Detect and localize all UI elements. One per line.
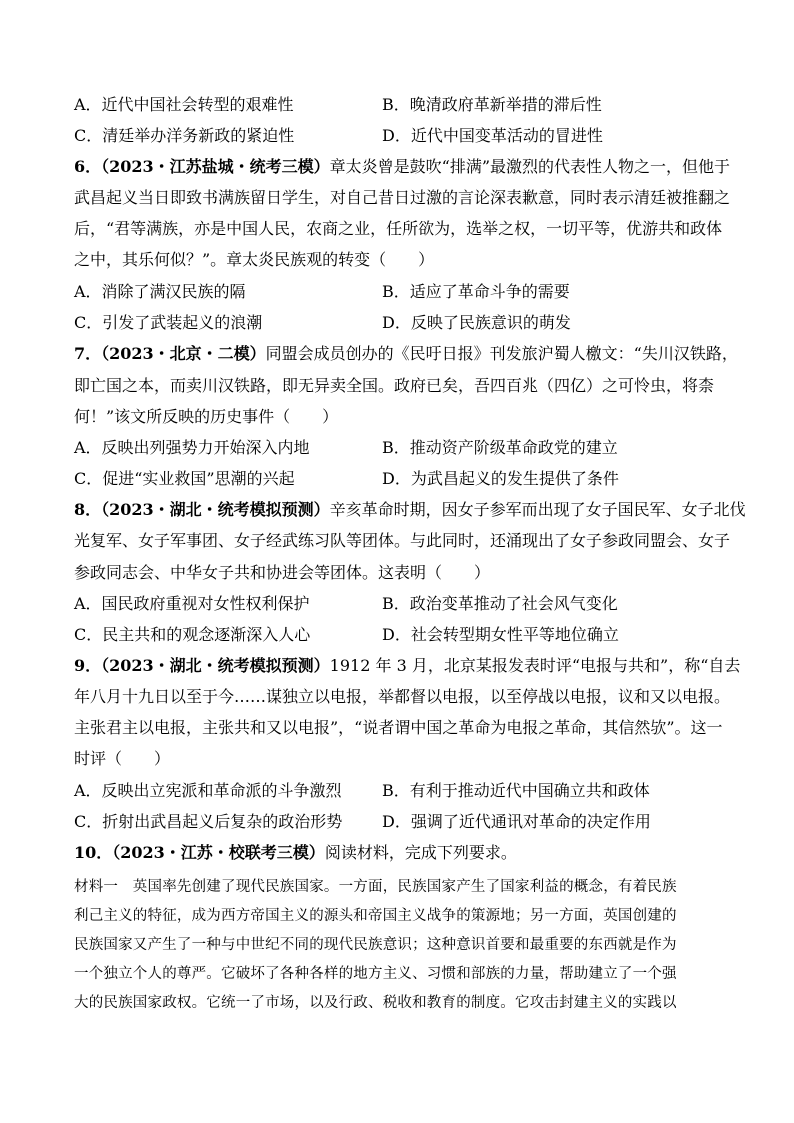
q10-material-line-3: 民族国家又产生了一种与中世纪不同的现代民族意识；这种意识首要和最重要的东西就是作为 xyxy=(74,937,677,953)
q8-line-2: 光复军、女子军事团、女子经武练习队等团体。与此同时，还涌现出了女子参政同盟会、女子 xyxy=(74,531,731,550)
q9-header: 9．（2023・湖北・统考模拟预测） xyxy=(74,656,330,675)
q7-line-1 xyxy=(74,344,738,364)
q10-text-1: 阅读材料，完成下列要求。 xyxy=(324,843,517,862)
q9-line-1 xyxy=(74,656,740,676)
q9-line-4: 时评（ ） xyxy=(74,749,171,768)
q7-text-1: 同盟会成员创办的《民吁日报》刊发旅沪蜀人檄文：“失川汉铁路， xyxy=(265,344,738,363)
q7-line-3: 何！”该文所反映的历史事件（ ） xyxy=(74,407,339,426)
q10-material-line-5: 大的民族国家政权。它统一了市场，以及行政、税收和教育的制度。它攻击封建主义的实践以 xyxy=(74,995,677,1011)
q6-line-4: 之中，其乐何似？”。章太炎民族观的转变（ ） xyxy=(74,250,435,269)
q10-header: 10．（2023・江苏・校联考三模） xyxy=(74,843,325,862)
q9-text-1: 1912 年 3 月，北京某报发表时评“电报与共和”，称“自去 xyxy=(329,656,741,675)
q8-options-row-1 xyxy=(74,594,724,616)
q7-options-row-2 xyxy=(74,469,724,491)
q6-option-d[interactable]: D．反映了民族意识的萌发 xyxy=(382,313,571,332)
q8-text-1: 辛亥革命时期，因女子参军而出现了女子国民军、女子北伐 xyxy=(329,500,746,519)
q9-option-a[interactable]: A．反映出立宪派和革命派的斗争激烈 xyxy=(74,781,342,800)
q9-line-2: 年八月十九日以至于今……谋独立以电报，举都督以电报，以至停战以电报，议和又以电报。 xyxy=(74,687,731,706)
q7-option-c[interactable]: C．促进“实业救国”思潮的兴起 xyxy=(74,469,295,488)
q10-line-1 xyxy=(74,843,517,863)
q6-text-1: 章太炎曾是鼓吹“排满”最激烈的代表性人物之一，但他于 xyxy=(329,157,731,176)
q9-line-3: 主张君主以电报，主张共和又以电报”，“说者谓中国之革命为电报之革命，其信然欤”。这一 xyxy=(74,718,723,737)
q6-line-2: 武昌起义当日即致书满族留日学生，对自己昔日过激的言论深表歉意，同时表示清廷被推翻之 xyxy=(74,188,731,207)
q8-option-d[interactable]: D．社会转型期女性平等地位确立 xyxy=(382,625,619,644)
q8-option-b[interactable]: B．政治变革推动了社会风气变化 xyxy=(382,594,618,613)
q8-option-c[interactable]: C．民主共和的观念逐渐深入人心 xyxy=(74,625,311,644)
q6-option-b[interactable]: B．适应了革命斗争的需要 xyxy=(382,282,570,301)
q8-option-a[interactable]: A．国民政府重视对女性权利保护 xyxy=(74,594,310,613)
q8-options-row-2 xyxy=(74,625,724,647)
q10-material-line-1: 材料一 英国率先创建了现代民族国家。一方面，民族国家产生了国家利益的概念，有着民族 xyxy=(74,879,677,895)
q9-option-b[interactable]: B．有利于推动近代中国确立共和政体 xyxy=(382,781,650,800)
q7-header: 7．（2023・北京・二模） xyxy=(74,344,266,363)
q6-line-1 xyxy=(74,157,730,177)
q7-line-2: 即亡国之本，而卖川汉铁路，即无异卖全国。政府已矣，吾四百兆（四亿）之可怜虫，将柰 xyxy=(74,376,715,395)
q7-option-b[interactable]: B．推动资产阶级革命政党的建立 xyxy=(382,438,618,457)
q6-options-row-1 xyxy=(74,282,724,304)
q10-material-line-2: 利己主义的特征，成为西方帝国主义的源头和帝国主义战争的策源地；另一方面，英国创建的 xyxy=(74,908,677,924)
q5-options-row-1 xyxy=(74,95,724,117)
q7-option-d[interactable]: D．为武昌起义的发生提供了条件 xyxy=(382,469,619,488)
q9-option-d[interactable]: D．强调了近代通讯对革命的决定作用 xyxy=(382,812,651,831)
q5-option-b[interactable]: B．晚清政府革新举措的滞后性 xyxy=(382,95,602,114)
q9-option-c[interactable]: C．折射出武昌起义后复杂的政治形势 xyxy=(74,812,343,831)
q6-option-a[interactable]: A．消除了满汉民族的隔 xyxy=(74,282,246,301)
q9-options-row-2 xyxy=(74,812,724,834)
q7-option-a[interactable]: A．反映出列强势力开始深入内地 xyxy=(74,438,310,457)
q6-line-3: 后，“君等满族，亦是中国人民，农商之业，任所欲为，选举之权，一切平等，优游共和政体 xyxy=(74,219,723,238)
q8-header: 8．（2023・湖北・统考模拟预测） xyxy=(74,500,330,519)
q6-options-row-2 xyxy=(74,313,724,335)
q5-option-a[interactable]: A．近代中国社会转型的艰难性 xyxy=(74,95,294,114)
q5-option-c[interactable]: C．清廷举办洋务新政的紧迫性 xyxy=(74,126,295,145)
q9-options-row-1 xyxy=(74,781,724,803)
q8-line-1 xyxy=(74,500,746,520)
q10-material-line-4: 一个独立个人的尊严。它破坏了各种各样的地方主义、习惯和部族的力量，帮助建立了一个强 xyxy=(74,966,677,982)
q5-option-d[interactable]: D．近代中国变革活动的冒进性 xyxy=(382,126,603,145)
q6-option-c[interactable]: C．引发了武装起义的浪潮 xyxy=(74,313,263,332)
q6-header: 6．（2023・江苏盐城・统考三模） xyxy=(74,157,330,176)
q7-options-row-1 xyxy=(74,438,724,460)
q5-options-row-2 xyxy=(74,126,724,148)
q8-line-3: 参政同志会、中华女子共和协进会等团体。这表明（ ） xyxy=(74,563,491,582)
